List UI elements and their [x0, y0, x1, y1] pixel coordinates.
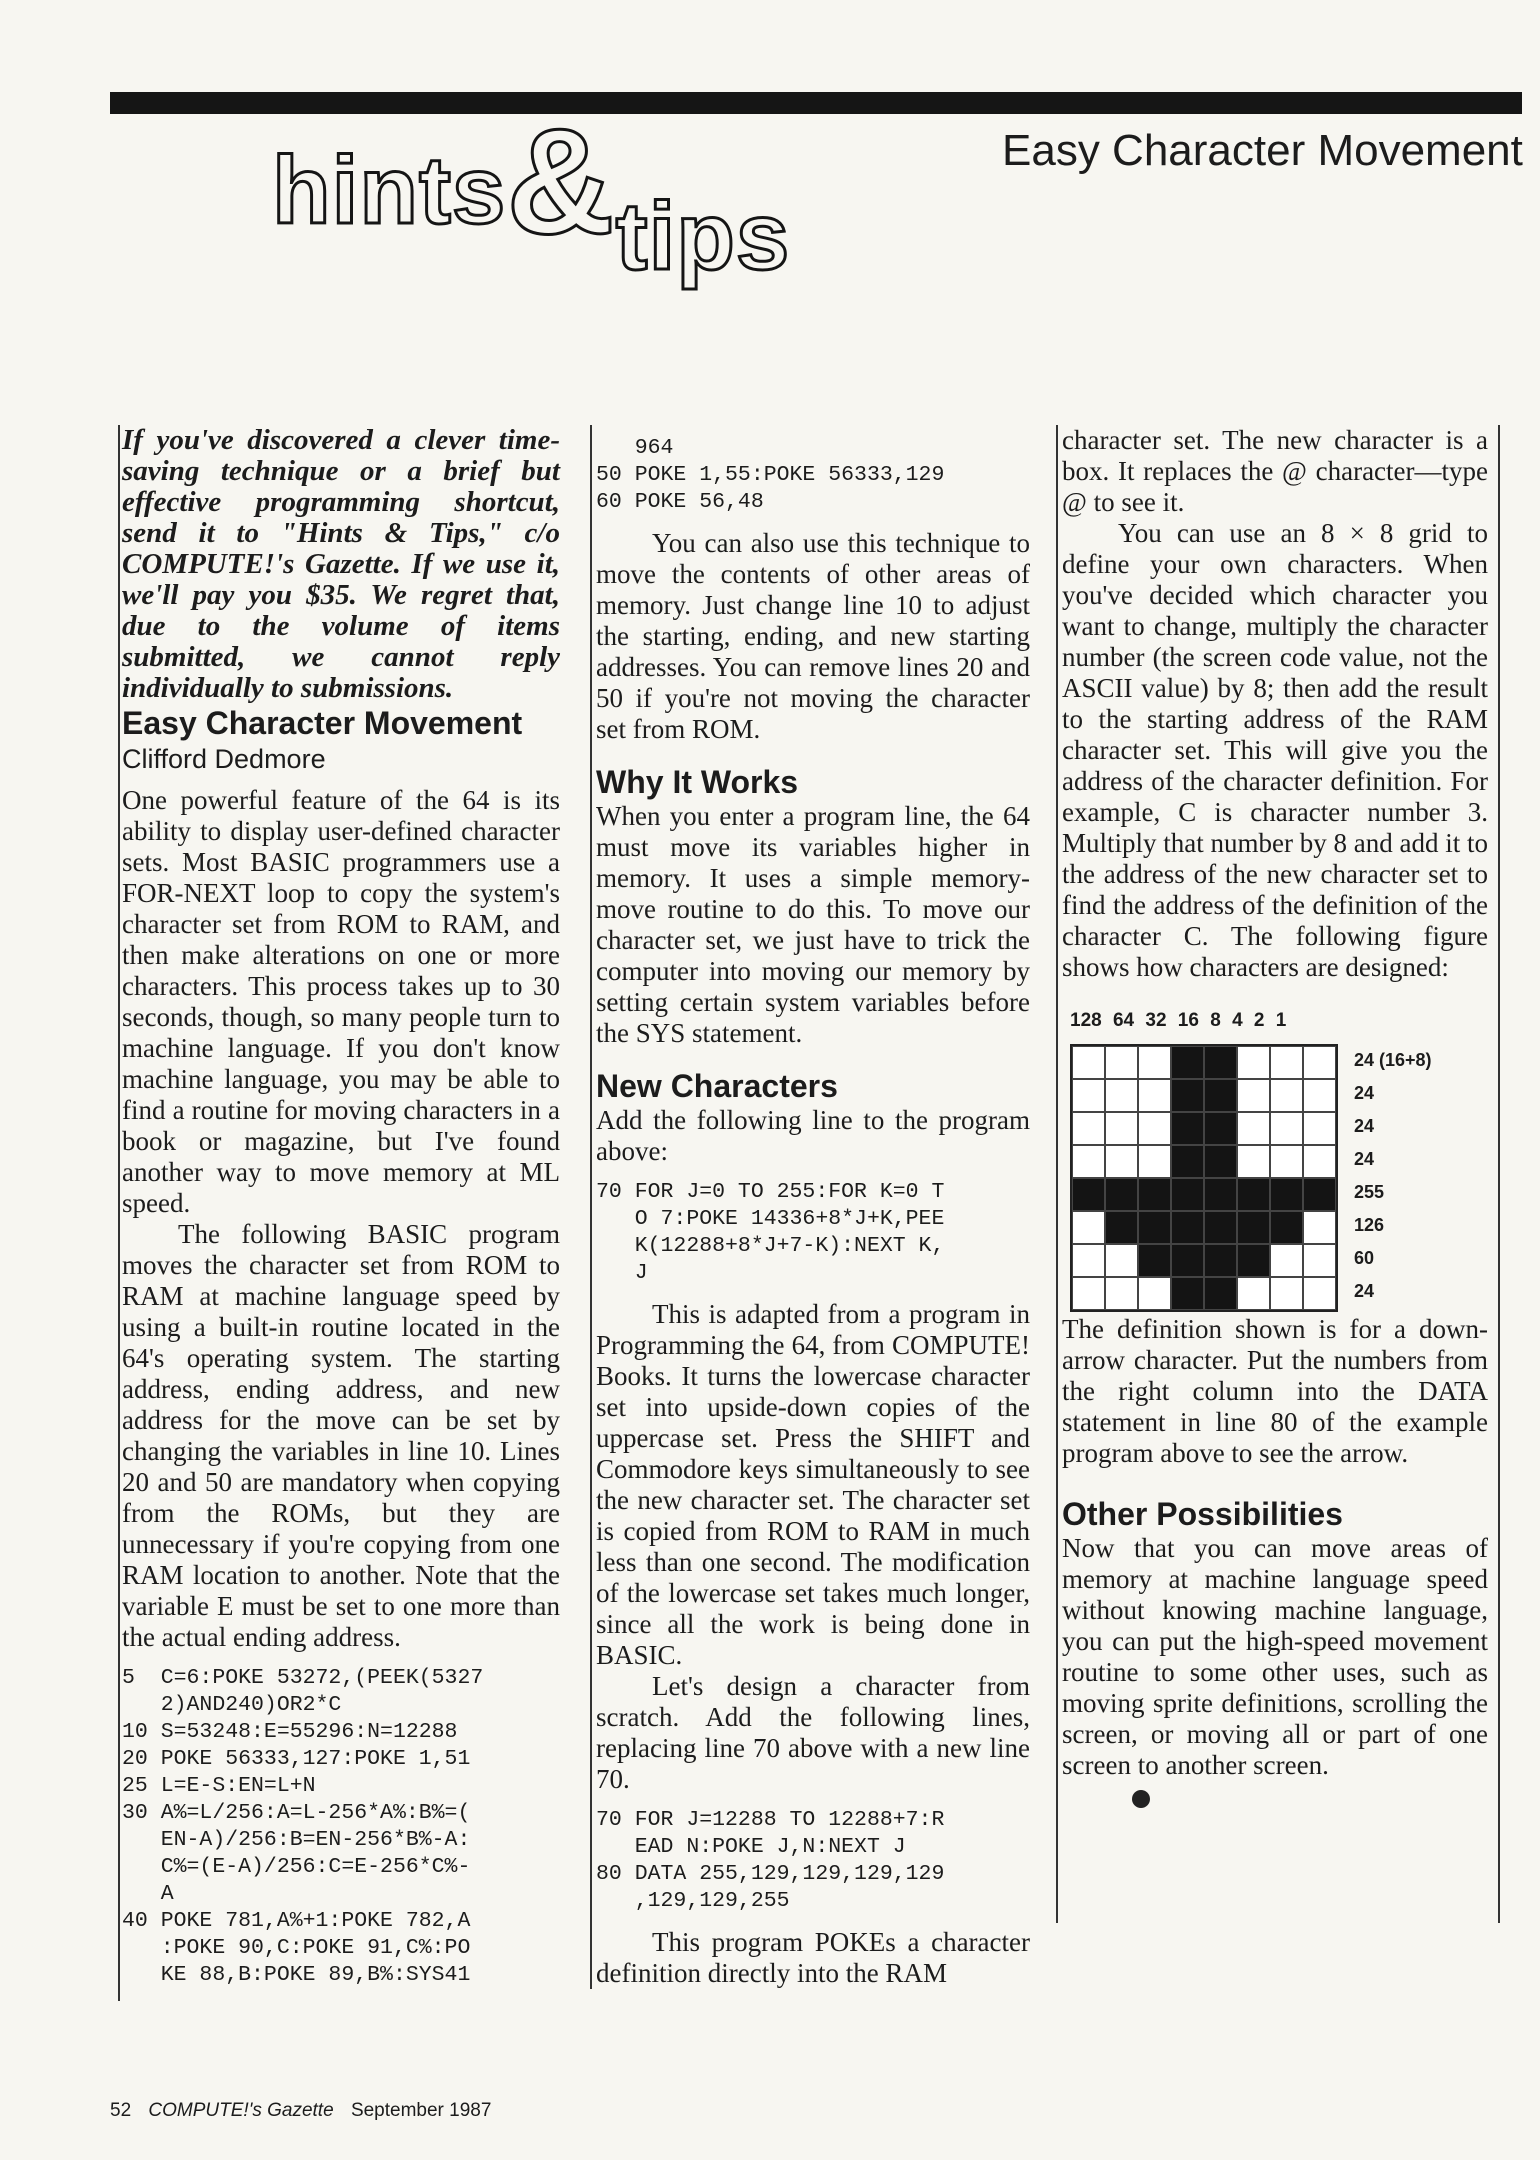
grid-cell — [1237, 1112, 1270, 1145]
page-footer — [110, 2100, 491, 2122]
grid-cell — [1204, 1079, 1237, 1112]
grid-cell — [1138, 1277, 1171, 1310]
logo-tips: tips — [615, 183, 791, 290]
grid-cell — [1072, 1145, 1105, 1178]
article-heading: Easy Character Movement — [122, 705, 523, 741]
row-value: 24 — [1354, 1149, 1375, 1169]
grid-cell — [1303, 1145, 1336, 1178]
hints-tips-logo — [272, 96, 791, 290]
grid-cell — [1072, 1178, 1105, 1211]
grid-cell — [1072, 1046, 1105, 1079]
row-value: 24 — [1354, 1083, 1375, 1103]
grid-cell — [1138, 1046, 1171, 1079]
grid-cell — [1171, 1046, 1204, 1079]
grid-cell — [1303, 1046, 1336, 1079]
grid-cell — [1105, 1145, 1138, 1178]
grid-cell — [1171, 1277, 1204, 1310]
section-title: Easy Character Movement — [1002, 126, 1523, 175]
column-1 — [118, 425, 560, 2001]
grid-cell — [1270, 1046, 1303, 1079]
bit-value-header: 128 64 32 16 8 4 2 1 — [1070, 1010, 1287, 1031]
grid-cell — [1303, 1079, 1336, 1112]
end-of-article-icon — [1132, 1790, 1150, 1808]
grid-cell — [1270, 1112, 1303, 1145]
code-listing: 70 FOR J=12288 TO 12288+7:R EAD N:POKE J,N:NEXT J 80 DATA 255,129,129,129,129 ,129,129,255 — [596, 1808, 945, 1913]
grid-cell — [1237, 1244, 1270, 1277]
grid-cell — [1138, 1079, 1171, 1112]
grid-cell — [1171, 1112, 1204, 1145]
logo-hints: hints — [272, 137, 507, 244]
paragraph: You can also use this technique to move the contents of other areas of memory. Just change line 10 to adjust the starting, ending, and new starting addresses. You can remove lines 20 and 50 if you're not moving the character set from ROM. — [596, 528, 1030, 744]
grid-cell — [1105, 1046, 1138, 1079]
grid-cell — [1204, 1112, 1237, 1145]
grid-cell — [1072, 1277, 1105, 1310]
grid-cell — [1270, 1211, 1303, 1244]
grid-cell — [1171, 1145, 1204, 1178]
grid-cell — [1270, 1244, 1303, 1277]
character-grid-figure — [1070, 1044, 1488, 1314]
grid-cell — [1138, 1244, 1171, 1277]
author-byline: Clifford Dedmore — [122, 744, 326, 774]
grid-cell — [1204, 1211, 1237, 1244]
paragraph: character set. The new character is a box. It replaces the @ character—type @ to see it. — [1062, 425, 1488, 517]
grid-cell — [1237, 1277, 1270, 1310]
subheading-other-possibilities: Other Possibilities — [1062, 1496, 1343, 1532]
paragraph: The definition shown is for a down-arrow character. Put the numbers from the right column into the DATA statement in line 80 of the example program above to see the arrow. — [1062, 1314, 1488, 1468]
grid-cell — [1171, 1178, 1204, 1211]
column-2 — [590, 425, 1030, 1989]
grid-cell — [1171, 1211, 1204, 1244]
grid-cell — [1138, 1178, 1171, 1211]
grid-cell — [1303, 1112, 1336, 1145]
grid-cell — [1204, 1244, 1237, 1277]
paragraph: Add the following line to the program above: — [596, 1105, 1030, 1166]
logo-ampersand: & — [506, 97, 616, 265]
page-number: 52 — [110, 2100, 132, 2121]
grid-cell — [1270, 1145, 1303, 1178]
intro-note: If you've discovered a clever time-saving technique or a brief but effective programming shortcut, send it to "Hints & Tips," c/o COMPUTE!'s Gazette. If we use it, we'll pay you $35. We regret that, due to the volume of items submitted, we cannot reply individually to submissions. — [122, 424, 560, 704]
grid-cell — [1204, 1277, 1237, 1310]
character-grid — [1070, 1044, 1338, 1312]
grid-cell — [1105, 1079, 1138, 1112]
row-values — [1354, 1044, 1432, 1308]
grid-cell — [1072, 1211, 1105, 1244]
code-listing: 70 FOR J=0 TO 255:FOR K=0 T O 7:POKE 14336+8*J+K,PEE K(12288+8*J+7-K):NEXT K, J — [596, 1180, 945, 1285]
paragraph: Let's design a character from scratch. Add the following lines, replacing line 70 above with a new line 70. — [596, 1671, 1030, 1794]
grid-cell — [1105, 1178, 1138, 1211]
paragraph: This program POKEs a character definition directly into the RAM — [596, 1927, 1030, 1988]
grid-cell — [1072, 1112, 1105, 1145]
code-listing: 964 50 POKE 1,55:POKE 56333,129 60 POKE 56,48 — [596, 436, 945, 514]
row-value: 255 — [1354, 1182, 1385, 1202]
grid-cell — [1072, 1244, 1105, 1277]
grid-cell — [1270, 1277, 1303, 1310]
grid-cell — [1204, 1145, 1237, 1178]
grid-cell — [1270, 1079, 1303, 1112]
paragraph: When you enter a program line, the 64 must move its variables higher in memory. It uses a simple memory-move routine to do this. To move our character set, we just have to trick the computer into moving our memory by setting certain system variables before the SYS statement. — [596, 801, 1030, 1048]
grid-cell — [1171, 1244, 1204, 1277]
issue-date: September 1987 — [350, 2100, 492, 2121]
grid-cell — [1270, 1178, 1303, 1211]
row-value: 24 (16+8) — [1354, 1050, 1432, 1070]
grid-cell — [1303, 1211, 1336, 1244]
code-listing: 5 C=6:POKE 53272,(PEEK(5327 2)AND240)OR2*C 10 S=53248:E=55296:N=12288 20 POKE 56333,127:POKE 1,51 25 L=E-S:EN=L+N 30 A%=L/256:A=L-256*A%:B%=( EN-A)/256:B=EN-256*B%-A: C%=(E-A)/256:C=E-256*C%- A 40 POKE 781,A%+1:POKE 782,A :POKE 90,C:POKE 91,C%:PO KE 88,B:POKE 89,B%:SYS41 — [122, 1666, 484, 1987]
subheading-why-it-works: Why It Works — [596, 764, 799, 800]
paragraph: One powerful feature of the 64 is its ability to display user-defined character sets. Most BASIC programmers use a FOR-NEXT loop to copy the system's character set from ROM to RAM, and then make alterations on one or more characters. This process takes up to 30 seconds, though, so many people turn to machine language. If you don't know machine language, you may be able to find a routine for moving characters in a book or magazine, but I've found another way to move memory at ML speed. — [122, 785, 560, 1218]
grid-cell — [1237, 1046, 1270, 1079]
grid-cell — [1138, 1112, 1171, 1145]
grid-cell — [1237, 1079, 1270, 1112]
row-value: 60 — [1354, 1248, 1375, 1268]
paragraph: You can use an 8 × 8 grid to define your own characters. When you've decided which character you want to change, multiply the character number (the screen code value, not the ASCII value) by 8; then add the result to the starting address of the RAM character set. This will give you the address of the character definition. For example, C is character number 3. Multiply that number by 8 and add it to the address of the new character set to find the address of the definition of the character C. The following figure shows how characters are designed: — [1062, 518, 1488, 982]
grid-cell — [1303, 1244, 1336, 1277]
row-value: 24 — [1354, 1281, 1375, 1301]
row-value: 24 — [1354, 1116, 1375, 1136]
paragraph: This is adapted from a program in Programming the 64, from COMPUTE! Books. It turns the lowercase character set into upside-down copies of the uppercase set. Press the SHIFT and Commodore keys simultaneously to see the new character set. The character set is copied from ROM to RAM in much less than one second. The modification of the lowercase set takes much longer, since all the work is being done in BASIC. — [596, 1299, 1030, 1670]
grid-cell — [1237, 1211, 1270, 1244]
grid-cell — [1072, 1079, 1105, 1112]
grid-cell — [1204, 1178, 1237, 1211]
grid-cell — [1105, 1277, 1138, 1310]
grid-cell — [1171, 1079, 1204, 1112]
paragraph: Now that you can move areas of memory at machine language speed without knowing machine language, you can put the high-speed movement routine to some other uses, such as moving sprite definitions, scrolling the screen, or moving all or part of one screen to another screen. — [1062, 1533, 1488, 1780]
paragraph: The following BASIC program moves the character set from ROM to RAM at machine language speed by using a built-in routine located in the 64's operating system. The starting address, ending address, and new address for the move can be set by changing the variables in line 10. Lines 20 and 50 are mandatory when copying from the ROMs, but they are unnecessary if you're copying from one RAM location to another. Note that the variable E must be set to one more than the actual ending address. — [122, 1219, 560, 1652]
publication-name: COMPUTE!'s Gazette — [148, 2100, 334, 2121]
column-3 — [1056, 425, 1500, 1923]
subheading-new-characters: New Characters — [596, 1068, 838, 1104]
row-value: 126 — [1354, 1215, 1385, 1235]
grid-cell — [1138, 1145, 1171, 1178]
grid-cell — [1138, 1211, 1171, 1244]
grid-cell — [1105, 1112, 1138, 1145]
grid-cell — [1303, 1277, 1336, 1310]
grid-cell — [1303, 1178, 1336, 1211]
grid-cell — [1105, 1211, 1138, 1244]
grid-cell — [1105, 1244, 1138, 1277]
grid-cell — [1237, 1145, 1270, 1178]
grid-cell — [1237, 1178, 1270, 1211]
grid-cell — [1204, 1046, 1237, 1079]
